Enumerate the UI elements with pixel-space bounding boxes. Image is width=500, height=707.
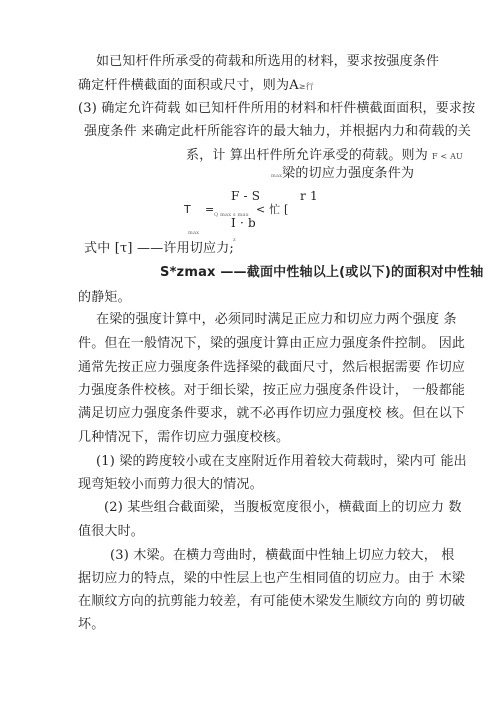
text-line: 在梁的强度计算中，必须同时满足正应力和切应力两个强度 条 bbox=[96, 312, 457, 327]
text-line: (1) 梁的跨度较小或在支座附近作用着较大荷载时，梁内可 能出 bbox=[96, 454, 467, 469]
text-line: 如已知杆件所承受的荷载和所选用的材料，要求按强度条件 bbox=[96, 54, 440, 69]
text-line: (3) 木梁。在横力弯曲时，横截面中性轴上切应力较大， 根 bbox=[110, 548, 455, 563]
text-line: 的静矩。 bbox=[78, 290, 131, 305]
text-line: 强度条件 来确定此杆所能容许的最大轴力，并根据内力和荷载的关 bbox=[84, 124, 472, 139]
text-line: 几种情况下，需作切应力强度校核。 bbox=[78, 430, 290, 445]
text-line bbox=[78, 78, 314, 95]
formula-subscript: max bbox=[188, 230, 200, 236]
text-line: 在顺纹方向的抗剪能力较差，有可能使木梁发生顺纹方向的 剪切破 bbox=[78, 594, 466, 609]
formula-text: r 1 bbox=[300, 189, 318, 203]
text-line: (3) 确定允许荷载 如已知杆件所用的材料和杆件横截面面积，要求按 bbox=[78, 101, 476, 116]
formula-symbol: T bbox=[184, 203, 191, 216]
formula-subscript: Q max s max bbox=[214, 212, 249, 218]
text-line: 式中 [τ] ——许用切应力; bbox=[84, 241, 234, 256]
text-span: F < AU bbox=[431, 152, 463, 161]
text-line: 值很大时。 bbox=[78, 524, 145, 539]
text-line: 件。但在一般情况下，梁的强度计算由正应力强度条件控制。 因此 bbox=[78, 336, 466, 351]
text-line bbox=[271, 166, 414, 184]
text-line bbox=[186, 148, 463, 165]
text-line: (2) 某些组合截面梁，当腹板宽度很小，横截面上的切应力 数 bbox=[104, 500, 462, 515]
formula-symbol: = bbox=[205, 203, 215, 216]
formula-text: < 忙 [ bbox=[256, 203, 289, 216]
text-line: 坏。 bbox=[78, 617, 105, 632]
text-line: 据切应力的特点，梁的中性层上也产生相同值的切应力。由于 木梁 bbox=[78, 571, 466, 586]
text-line: 力强度条件校核。对于细长梁，按正应力强度条件设计， 一般都能 bbox=[78, 383, 466, 398]
text-line: 现弯矩较小而剪力很大的情况。 bbox=[78, 477, 263, 492]
subscript: max bbox=[271, 173, 283, 179]
text-span: 梁的切应力强度条件为 bbox=[282, 166, 415, 181]
text-line: 满足切应力强度条件要求，就不必再作切应力强度校 核。但在以下 bbox=[78, 406, 466, 421]
text-span: ≥行 bbox=[298, 82, 314, 91]
text-line: S*zmax ——截面中性轴以上(或以下)的面积对中性轴 bbox=[160, 265, 484, 280]
text-span: 确定杆件横截面的面积或尺寸，则为A bbox=[78, 78, 299, 93]
formula-numerator: F - S bbox=[231, 189, 261, 203]
formula-subscript: z bbox=[233, 237, 236, 243]
text-line: 通常先按正应力强度条件选择梁的截面尺寸，然后根据需要 作切应 bbox=[78, 360, 466, 375]
formula-denominator: I · b bbox=[231, 216, 256, 230]
text-span: 系，计 算出杆件所允许承受的荷载。则为 bbox=[186, 148, 428, 163]
